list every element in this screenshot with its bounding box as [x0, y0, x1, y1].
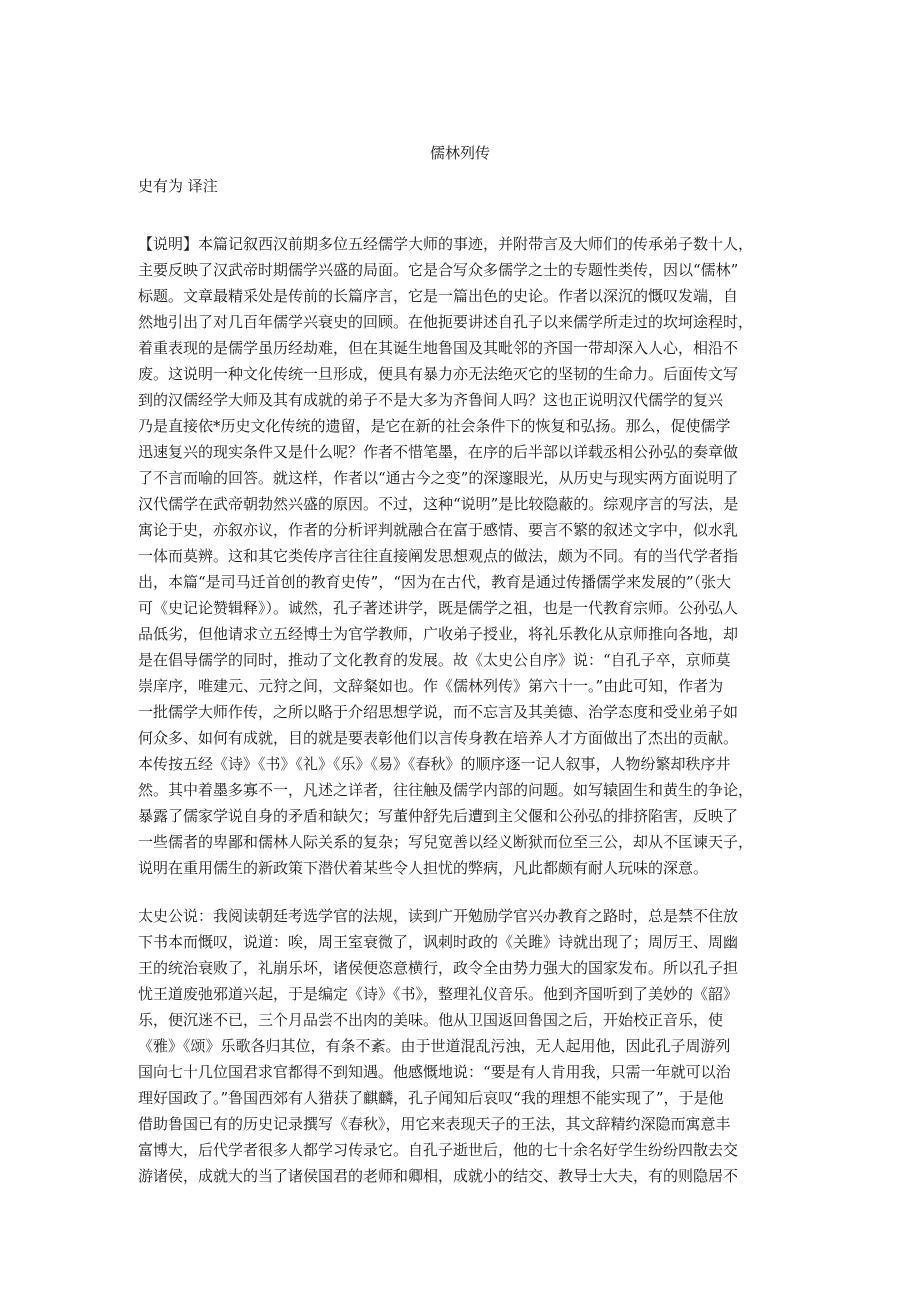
document-title: 儒林列传	[429, 144, 490, 162]
body-line: 国向七十几位国君求官都得不到知遇。他感慨地说：“要是有人肯用我，只需一年就可以治	[138, 1063, 731, 1081]
intro-line: 本传按五经《诗》《书》《礼》《乐》《易》《春秋》的顺序逐一记人叙事，人物纷繁却秩序井	[138, 755, 731, 773]
intro-line: 一体而莫辨。这和其它类传序言往往直接阐发思想观点的做法，颇为不同。有的当代学者指	[138, 547, 739, 565]
intro-line: 到的汉儒经学大师及其有成就的弟子不是大多为齐鲁间人吗？这也正说明汉代儒学的复兴	[138, 391, 724, 409]
intro-line: 说明在重用儒生的新政策下潜伏着某些令人担忧的弊病，凡此都颇有耐人玩味的深意。	[138, 859, 709, 877]
body-line: 王的统治衰败了，礼崩乐坏，诸侯便恣意横行，政令全由势力强大的国家发布。所以孔子担	[138, 959, 739, 977]
intro-line: 何众多、如何有成就，目的就是要表彰他们以言传身教在培养人才方面做出了杰出的贡献。	[138, 729, 739, 747]
body-line: 乐，便沉迷不已，三个月品尝不出肉的美味。他从卫国返回鲁国之后，开始校正音乐，使	[138, 1011, 724, 1029]
intro-line: 寓论于史，亦叙亦议，作者的分析评判就融合在富于感情、要言不繁的叙述文字中，似水乳	[138, 521, 739, 539]
body-line: 太史公说：我阅读朝廷考选学官的法规，读到广开勉励学官兴办教育之路时，总是禁不住放	[138, 907, 739, 925]
body-line: 《雅》《颂》乐歌各归其位，有条不紊。由于世道混乱污浊，无人起用他，因此孔子周游列	[138, 1037, 731, 1055]
intro-line: 一些儒者的卑鄙和儒林人际关系的复杂；写兒宽善以经义断狱而位至三公，却从不匡谏天子，	[138, 833, 754, 851]
intro-line: 出，本篇“是司马迁首创的教育史传”，“因为在古代，教育是通过传播儒学来发展的”（张大	[138, 573, 732, 591]
intro-line: 崇庠序，唯建元、元狩之间，文辞粲如也。作《儒林列传》第六十一。”由此可知，作者为	[138, 677, 724, 695]
body-paragraph	[138, 903, 788, 1189]
body-line: 游诸侯，成就大的当了诸侯国君的老师和卿相，成就小的结交、教导士大夫，有的则隐居不	[138, 1167, 739, 1185]
intro-line: 着重表现的是儒学虽历经劫难，但在其诞生地鲁国及其毗邻的齐国一带却深入人心，相沿不	[138, 339, 739, 357]
document-byline: 史有为 译注	[138, 177, 218, 195]
intro-line: 迅速复兴的现实条件又是什么呢？作者不惜笔墨，在序的后半部以详载丞相公孙弘的奏章做	[138, 443, 739, 461]
intro-line: 一批儒学大师作传，之所以略于介绍思想学说，而不忘言及其美德、治学态度和受业弟子如	[138, 703, 739, 721]
body-line: 理好国政了。”鲁国西郊有人猎获了麒麟，孔子闻知后哀叹“我的理想不能实现了”，于是他	[138, 1089, 724, 1107]
intro-paragraph	[138, 231, 788, 881]
intro-line: 然地引出了对几百年儒学兴衰史的回顾。在他扼要讲述自孔子以来儒学所走过的坎坷途程时，	[138, 313, 754, 331]
intro-line: 主要反映了汉武帝时期儒学兴盛的局面。它是合写众多儒学之士的专题性类传，因以“儒林”	[138, 261, 739, 279]
intro-line: 废。这说明一种文化传统一旦形成，便具有暴力亦无法绝灭它的坚韧的生命力。后面传文写	[138, 365, 739, 383]
intro-line: 【说明】本篇记叙西汉前期多位五经儒学大师的事迹，并附带言及大师们的传承弟子数十人，	[138, 235, 754, 253]
intro-line: 了不言而喻的回答。就这样，作者以“通古今之变”的深邃眼光，从历史与现实两方面说明了	[138, 469, 739, 487]
body-line: 借助鲁国已有的历史记录撰写《春秋》，用它来表现天子的王法，其文辞精约深隐而寓意丰	[138, 1115, 731, 1133]
intro-line: 暴露了儒家学说自身的矛盾和缺欠；写董仲舒先后遭到主父偃和公孙弘的排挤陷害，反映了	[138, 807, 739, 825]
intro-line: 汉代儒学在武帝朝勃然兴盛的原因。不过，这种“说明”是比较隐蔽的。综观序言的写法，是	[138, 495, 739, 513]
intro-line: 乃是直接依*历史文化传统的遗留，是它在新的社会条件下的恢复和弘扬。那么，促使儒学	[138, 417, 731, 435]
intro-line: 然。其中着墨多寡不一，凡述之详者，往往触及儒学内部的问题。如写辕固生和黄生的争论，	[138, 781, 754, 799]
intro-line: 品低劣，但他请求立五经博士为官学教师，广收弟子授业，将礼乐教化从京师推向各地，却	[138, 625, 739, 643]
body-line: 忧王道废弛邪道兴起，于是编定《诗》《书》，整理礼仪音乐。他到齐国听到了美妙的《韶》	[138, 985, 739, 1003]
intro-line: 标题。文章最精采处是传前的长篇序言，它是一篇出色的史论。作者以深沉的慨叹发端，自	[138, 287, 739, 305]
body-line: 富博大，后代学者很多人都学习传录它。自孔子逝世后，他的七十余名好学生纷纷四散去交	[138, 1141, 739, 1159]
intro-line: 是在倡导儒学的同时，推动了文化教育的发展。故《太史公自序》说：“自孔子卒，京师莫	[138, 651, 731, 669]
body-line: 下书本而慨叹，说道：唉，周王室衰微了，讽刺时政的《关雎》诗就出现了；周厉王、周幽	[138, 933, 739, 951]
intro-line: 可《史记论赞辑释》）。诚然，孔子著述讲学，既是儒学之祖，也是一代教育宗师。公孙弘人	[138, 599, 739, 617]
